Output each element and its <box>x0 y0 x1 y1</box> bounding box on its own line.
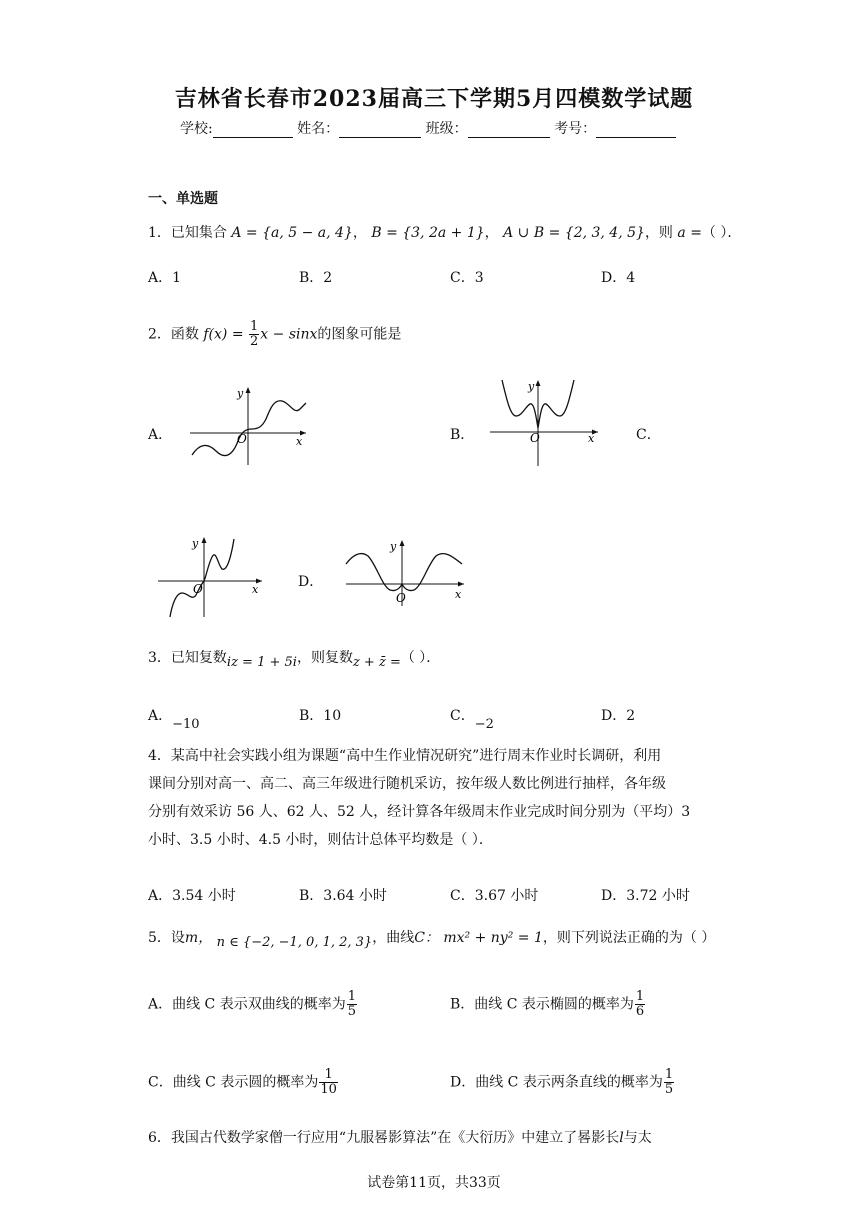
q2-option-d-label: D． <box>298 574 324 590</box>
q2-func-lhs: f(x) = <box>203 326 244 343</box>
question-4 <box>148 742 728 854</box>
q5-text: ，则下列说法正确的为（ ） <box>542 930 716 946</box>
q5-option-a-fraction <box>347 990 357 1019</box>
q4-option-a: A．3.54 小时 <box>148 888 236 904</box>
q4-option-c: C．3.67 小时 <box>450 888 539 904</box>
q5-option-d <box>450 1068 675 1097</box>
q5-equation: mx² + ny² = 1 <box>443 930 543 946</box>
graph-d-x-label: x <box>455 588 462 601</box>
frac-num: 1 <box>347 989 357 1004</box>
q3-answer-paren: （ ）． <box>400 650 441 666</box>
q2-number: 2． <box>148 326 171 343</box>
frac-num: 1 <box>635 989 645 1004</box>
q2-frac-num: 1 <box>250 319 259 334</box>
graph-a-x-label: x <box>296 435 303 448</box>
school-blank[interactable] <box>213 123 293 138</box>
q3-option-d: D．2 <box>601 708 636 724</box>
q5-option-b-text: B．曲线 C 表示椭圆的概率为 <box>450 996 634 1013</box>
q5-option-c-fraction <box>319 1068 338 1097</box>
q2-text: 的图象可能是 <box>317 326 402 343</box>
q3-option-c <box>450 705 494 732</box>
q3-option-a <box>148 705 200 732</box>
q3-option-a-label: A． <box>148 708 173 724</box>
q1-set-a: A = {a, 5 − a, 4} <box>231 225 353 241</box>
graph-b-y-label: y <box>528 380 535 393</box>
q4-line: 小时、3.5 小时、4.5 小时，则估计总体平均数是（ ）． <box>148 832 493 848</box>
q5-option-a-text: A．曲线 C 表示双曲线的概率为 <box>148 996 346 1013</box>
graph-a-origin-label: O <box>237 432 247 446</box>
q4-line: 分别有效采访 56 人、62 人、52 人，经计算各年级周末作业完成时间分别为（平均）3 <box>148 804 691 820</box>
q5-option-b <box>450 990 646 1019</box>
q4-line: 课间分别对高一、高二、高三年级进行随机采访，按年级人数比例进行抽样，各年级 <box>148 776 666 792</box>
graph-d-origin-label: O <box>396 591 406 605</box>
frac-den: 10 <box>320 1082 337 1097</box>
question-6 <box>148 1128 652 1148</box>
name-blank[interactable] <box>339 123 421 138</box>
q5-option-d-text: D．曲线 C 表示两条直线的概率为 <box>450 1074 663 1091</box>
q5-option-c-text: C．曲线 C 表示圆的概率为 <box>148 1074 319 1091</box>
q5-number: 5． <box>148 930 171 946</box>
question-3 <box>148 648 440 669</box>
q5-option-c <box>148 1068 339 1097</box>
q5-text: 设 <box>170 930 185 946</box>
q1-sep: ， <box>352 225 367 241</box>
q1-option-c: C．3 <box>450 270 484 286</box>
name-label: 姓名： <box>297 121 340 137</box>
q3-number: 3． <box>148 650 171 666</box>
q4-option-d: D．3.72 小时 <box>601 888 690 904</box>
q4-line: 4．某高中社会实践小组为课题“高中生作业情况研究”进行周末作业时长调研，利用 <box>148 748 662 764</box>
q3-expression: z + z̄ = <box>352 655 401 670</box>
exam-no-label: 考号： <box>554 121 597 137</box>
q6-text: 6．我国古代数学家僧一行应用“九服晷影算法”在《大衍历》中建立了晷影长 <box>148 1130 620 1146</box>
frac-den: 5 <box>664 1082 674 1097</box>
q1-answer-paren: （ ）． <box>701 225 742 241</box>
q5-set: n ∈ {−2, −1, 0, 1, 2, 3} <box>216 935 373 950</box>
graph-d-y-label: y <box>390 540 397 553</box>
frac-num: 1 <box>319 1068 338 1083</box>
q2-option-c-label: C． <box>636 427 661 443</box>
section-heading: 一、单选题 <box>148 191 218 207</box>
graph-b-origin-label: O <box>530 431 540 445</box>
graph-option-c <box>156 535 266 619</box>
q5-curve: C： <box>414 930 439 946</box>
question-1 <box>148 223 741 243</box>
q5-option-a <box>148 990 358 1019</box>
class-label: 班级： <box>425 121 468 137</box>
school-label: 学校: <box>180 121 213 137</box>
frac-num: 1 <box>664 1067 674 1082</box>
q6-text-end: 与太 <box>623 1130 652 1146</box>
q1-text: ，则 <box>644 225 673 241</box>
graph-c-origin-label: O <box>193 582 203 596</box>
q2-option-a-label: A． <box>148 427 173 443</box>
graph-option-d <box>344 538 468 608</box>
q5-option-d-fraction <box>664 1068 674 1097</box>
q1-sep: ， <box>484 225 499 241</box>
q5-var-m: m， <box>184 930 213 946</box>
graph-a-y-label: y <box>237 387 244 400</box>
q5-option-b-fraction <box>635 990 645 1019</box>
q3-option-a-value: −10 <box>172 717 200 732</box>
q2-func-rhs: x − sinx <box>260 326 318 343</box>
q3-text: ，则复数 <box>296 650 353 666</box>
student-info-line <box>180 118 676 138</box>
q3-option-c-value: −2 <box>474 717 494 732</box>
page-footer: 试卷第11页，共33页 <box>367 1175 501 1191</box>
q2-option-b-label: B． <box>450 427 475 443</box>
q2-fraction <box>249 320 259 349</box>
q1-text: 已知集合 <box>170 225 227 241</box>
graph-c-y-label: y <box>192 537 199 550</box>
q3-equation: iz = 1 + 5i <box>226 655 297 670</box>
q2-frac-den: 2 <box>250 334 259 349</box>
q1-union: A ∪ B = {2, 3, 4, 5} <box>503 225 645 241</box>
q2-text: 函数 <box>170 326 199 343</box>
graph-c-x-label: x <box>252 583 259 596</box>
frac-den: 6 <box>635 1004 645 1019</box>
graph-option-a <box>188 383 310 465</box>
q3-option-c-label: C． <box>450 708 475 724</box>
question-5 <box>148 928 715 949</box>
q1-option-d: D．4 <box>601 270 636 286</box>
graph-b-x-label: x <box>588 432 595 445</box>
q1-option-a: A．1 <box>148 270 182 286</box>
q4-option-b: B．3.64 小时 <box>299 888 387 904</box>
q3-option-b: B．10 <box>299 708 342 724</box>
q1-option-b: B．2 <box>299 270 333 286</box>
frac-den: 5 <box>347 1004 357 1019</box>
q5-text: ，曲线 <box>372 930 415 946</box>
graph-option-b <box>486 376 604 468</box>
question-2 <box>148 320 401 349</box>
q1-var: a = <box>677 225 702 241</box>
q1-set-b: B = {3, 2a + 1} <box>371 225 485 241</box>
q6-var-l: l <box>619 1130 624 1146</box>
q1-number: 1． <box>148 225 171 241</box>
page-title: 吉林省长春市2023届高三下学期5月四模数学试题 <box>174 86 694 112</box>
class-blank[interactable] <box>468 123 550 138</box>
exam-no-blank[interactable] <box>596 123 676 138</box>
q3-text: 已知复数 <box>170 650 227 666</box>
